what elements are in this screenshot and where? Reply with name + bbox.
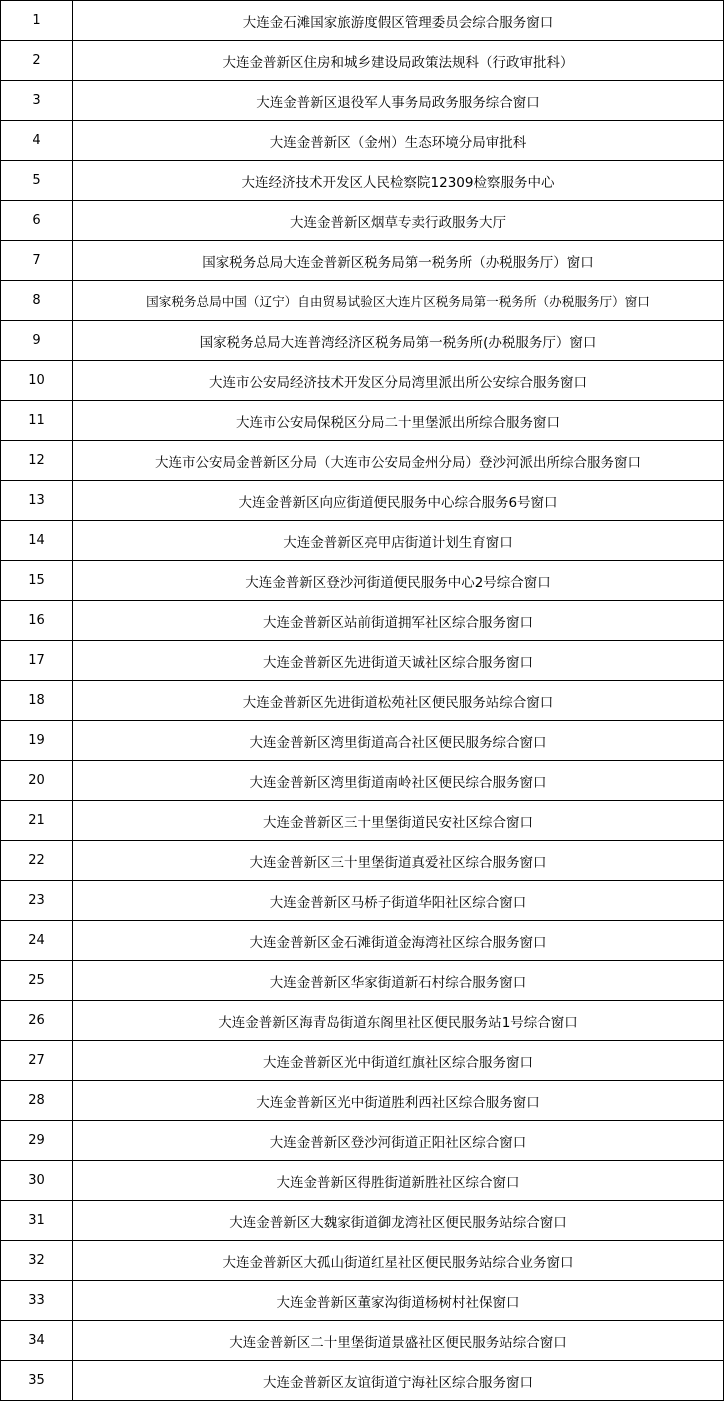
- table-row: [1, 521, 724, 561]
- row-number: 6: [1, 201, 73, 241]
- window-name: 大连金普新区华家街道新石村综合服务窗口: [73, 961, 724, 1001]
- row-number: 14: [1, 521, 73, 561]
- window-name: 大连金普新区三十里堡街道民安社区综合窗口: [73, 801, 724, 841]
- table-row: [1, 321, 724, 361]
- table-row: [1, 681, 724, 721]
- row-number: 19: [1, 721, 73, 761]
- row-number: 15: [1, 561, 73, 601]
- table-row: [1, 361, 724, 401]
- table-row: [1, 601, 724, 641]
- window-name: 大连金普新区烟草专卖行政服务大厅: [73, 201, 724, 241]
- table-row: [1, 841, 724, 881]
- window-name: 国家税务总局大连普湾经济区税务局第一税务所(办税服务厅）窗口: [73, 321, 724, 361]
- table-row: [1, 961, 724, 1001]
- window-name: 大连金普新区大魏家街道御龙湾社区便民服务站综合窗口: [73, 1201, 724, 1241]
- table-row: [1, 1321, 724, 1361]
- row-number: 22: [1, 841, 73, 881]
- window-name: 大连金普新区大孤山街道红星社区便民服务站综合业务窗口: [73, 1241, 724, 1281]
- window-name: 大连金普新区光中街道红旗社区综合服务窗口: [73, 1041, 724, 1081]
- table-row: [1, 1121, 724, 1161]
- window-name: 大连金普新区向应街道便民服务中心综合服务6号窗口: [73, 481, 724, 521]
- row-number: 32: [1, 1241, 73, 1281]
- table-row: [1, 81, 724, 121]
- row-number: 8: [1, 281, 73, 321]
- window-name: 大连金石滩国家旅游度假区管理委员会综合服务窗口: [73, 1, 724, 41]
- row-number: 13: [1, 481, 73, 521]
- window-name: 大连金普新区董家沟街道杨树村社保窗口: [73, 1281, 724, 1321]
- table-row: [1, 721, 724, 761]
- window-name: 大连金普新区登沙河街道正阳社区综合窗口: [73, 1121, 724, 1161]
- table-row: [1, 1081, 724, 1121]
- row-number: 33: [1, 1281, 73, 1321]
- window-name: 大连市公安局经济技术开发区分局湾里派出所公安综合服务窗口: [73, 361, 724, 401]
- row-number: 10: [1, 361, 73, 401]
- table-row: [1, 241, 724, 281]
- row-number: 30: [1, 1161, 73, 1201]
- row-number: 25: [1, 961, 73, 1001]
- window-name: 国家税务总局大连金普新区税务局第一税务所（办税服务厅）窗口: [73, 241, 724, 281]
- window-name: 大连金普新区金石滩街道金海湾社区综合服务窗口: [73, 921, 724, 961]
- row-number: 21: [1, 801, 73, 841]
- table-row: [1, 921, 724, 961]
- table-row: [1, 641, 724, 681]
- row-number: 26: [1, 1001, 73, 1041]
- window-name: 大连市公安局保税区分局二十里堡派出所综合服务窗口: [73, 401, 724, 441]
- window-name: 大连金普新区登沙河街道便民服务中心2号综合窗口: [73, 561, 724, 601]
- row-number: 35: [1, 1361, 73, 1401]
- window-name: 大连经济技术开发区人民检察院12309检察服务中心: [73, 161, 724, 201]
- row-number: 20: [1, 761, 73, 801]
- window-name: 大连金普新区马桥子街道华阳社区综合窗口: [73, 881, 724, 921]
- table-row: [1, 1361, 724, 1401]
- table-row: [1, 441, 724, 481]
- window-name: 大连金普新区亮甲店街道计划生育窗口: [73, 521, 724, 561]
- window-name: 大连市公安局金普新区分局（大连市公安局金州分局）登沙河派出所综合服务窗口: [73, 441, 724, 481]
- table-row: [1, 281, 724, 321]
- row-number: 2: [1, 41, 73, 81]
- row-number: 34: [1, 1321, 73, 1361]
- window-name: 大连金普新区先进街道松苑社区便民服务站综合窗口: [73, 681, 724, 721]
- row-number: 24: [1, 921, 73, 961]
- window-name: 大连金普新区住房和城乡建设局政策法规科（行政审批科）: [73, 41, 724, 81]
- row-number: 29: [1, 1121, 73, 1161]
- table-row: [1, 121, 724, 161]
- window-name: 大连金普新区友谊街道宁海社区综合服务窗口: [73, 1361, 724, 1401]
- row-number: 5: [1, 161, 73, 201]
- row-number: 1: [1, 1, 73, 41]
- row-number: 4: [1, 121, 73, 161]
- window-name: 大连金普新区海青岛街道东阁里社区便民服务站1号综合窗口: [73, 1001, 724, 1041]
- row-number: 3: [1, 81, 73, 121]
- row-number: 12: [1, 441, 73, 481]
- window-name: 国家税务总局中国（辽宁）自由贸易试验区大连片区税务局第一税务所（办税服务厅）窗口: [73, 281, 724, 321]
- row-number: 28: [1, 1081, 73, 1121]
- table-row: [1, 1201, 724, 1241]
- row-number: 18: [1, 681, 73, 721]
- window-name: 大连金普新区站前街道拥军社区综合服务窗口: [73, 601, 724, 641]
- table-row: [1, 761, 724, 801]
- row-number: 17: [1, 641, 73, 681]
- table-row: [1, 881, 724, 921]
- table-row: [1, 161, 724, 201]
- row-number: 31: [1, 1201, 73, 1241]
- table-row: [1, 201, 724, 241]
- table-row: [1, 801, 724, 841]
- table-row: [1, 1, 724, 41]
- window-name: 大连金普新区先进街道天诚社区综合服务窗口: [73, 641, 724, 681]
- table-row: [1, 1041, 724, 1081]
- table-row: [1, 401, 724, 441]
- window-name: 大连金普新区退役军人事务局政务服务综合窗口: [73, 81, 724, 121]
- row-number: 27: [1, 1041, 73, 1081]
- row-number: 11: [1, 401, 73, 441]
- window-name: 大连金普新区湾里街道高合社区便民服务综合窗口: [73, 721, 724, 761]
- table-row: [1, 561, 724, 601]
- window-name: 大连金普新区二十里堡街道景盛社区便民服务站综合窗口: [73, 1321, 724, 1361]
- window-name: 大连金普新区得胜街道新胜社区综合窗口: [73, 1161, 724, 1201]
- row-number: 7: [1, 241, 73, 281]
- table-row: [1, 481, 724, 521]
- row-number: 9: [1, 321, 73, 361]
- table-row: [1, 1281, 724, 1321]
- table-row: [1, 1001, 724, 1041]
- table-row: [1, 1241, 724, 1281]
- row-number: 23: [1, 881, 73, 921]
- window-name: 大连金普新区（金州）生态环境分局审批科: [73, 121, 724, 161]
- window-name: 大连金普新区湾里街道南岭社区便民综合服务窗口: [73, 761, 724, 801]
- table-row: [1, 1161, 724, 1201]
- window-name: 大连金普新区三十里堡街道真爱社区综合服务窗口: [73, 841, 724, 881]
- window-name: 大连金普新区光中街道胜利西社区综合服务窗口: [73, 1081, 724, 1121]
- row-number: 16: [1, 601, 73, 641]
- table-row: [1, 41, 724, 81]
- table-body: [1, 1, 724, 1401]
